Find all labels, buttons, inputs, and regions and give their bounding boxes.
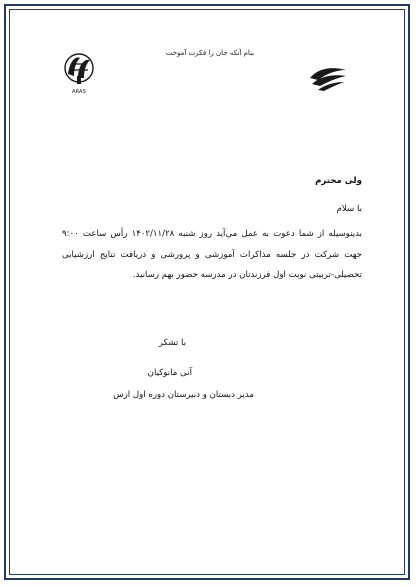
logo-caption: ARAS — [71, 89, 87, 95]
closing-line: با تشکر — [158, 338, 186, 348]
letter-body: بدینوسیله از شما دعوت به عمل می‌آید روز شنبه ۱۴۰۲/۱۱/۲۸ رأس ساعت ۹:۰۰ جهت شرکت در جلسه مذاکرات آموزشی و پرورشی و دریافت نتایج ارزشیابی تحصیلی-تربیتی نوبت اول فرزندتان در مدرسه حضور بهم رسانید. — [62, 229, 363, 280]
signer-name: آنی مانوکیان — [147, 368, 192, 378]
salutation: با سلام — [336, 204, 362, 214]
invocation-header: بنام آنکه جان را فکرت آموخت — [165, 49, 255, 57]
wave-brand-logo-icon — [306, 64, 350, 92]
greeting: ولی محترم — [315, 176, 362, 186]
signer-title: مدیر دبستان و دبیرستان دوره اول ارس — [113, 390, 254, 400]
